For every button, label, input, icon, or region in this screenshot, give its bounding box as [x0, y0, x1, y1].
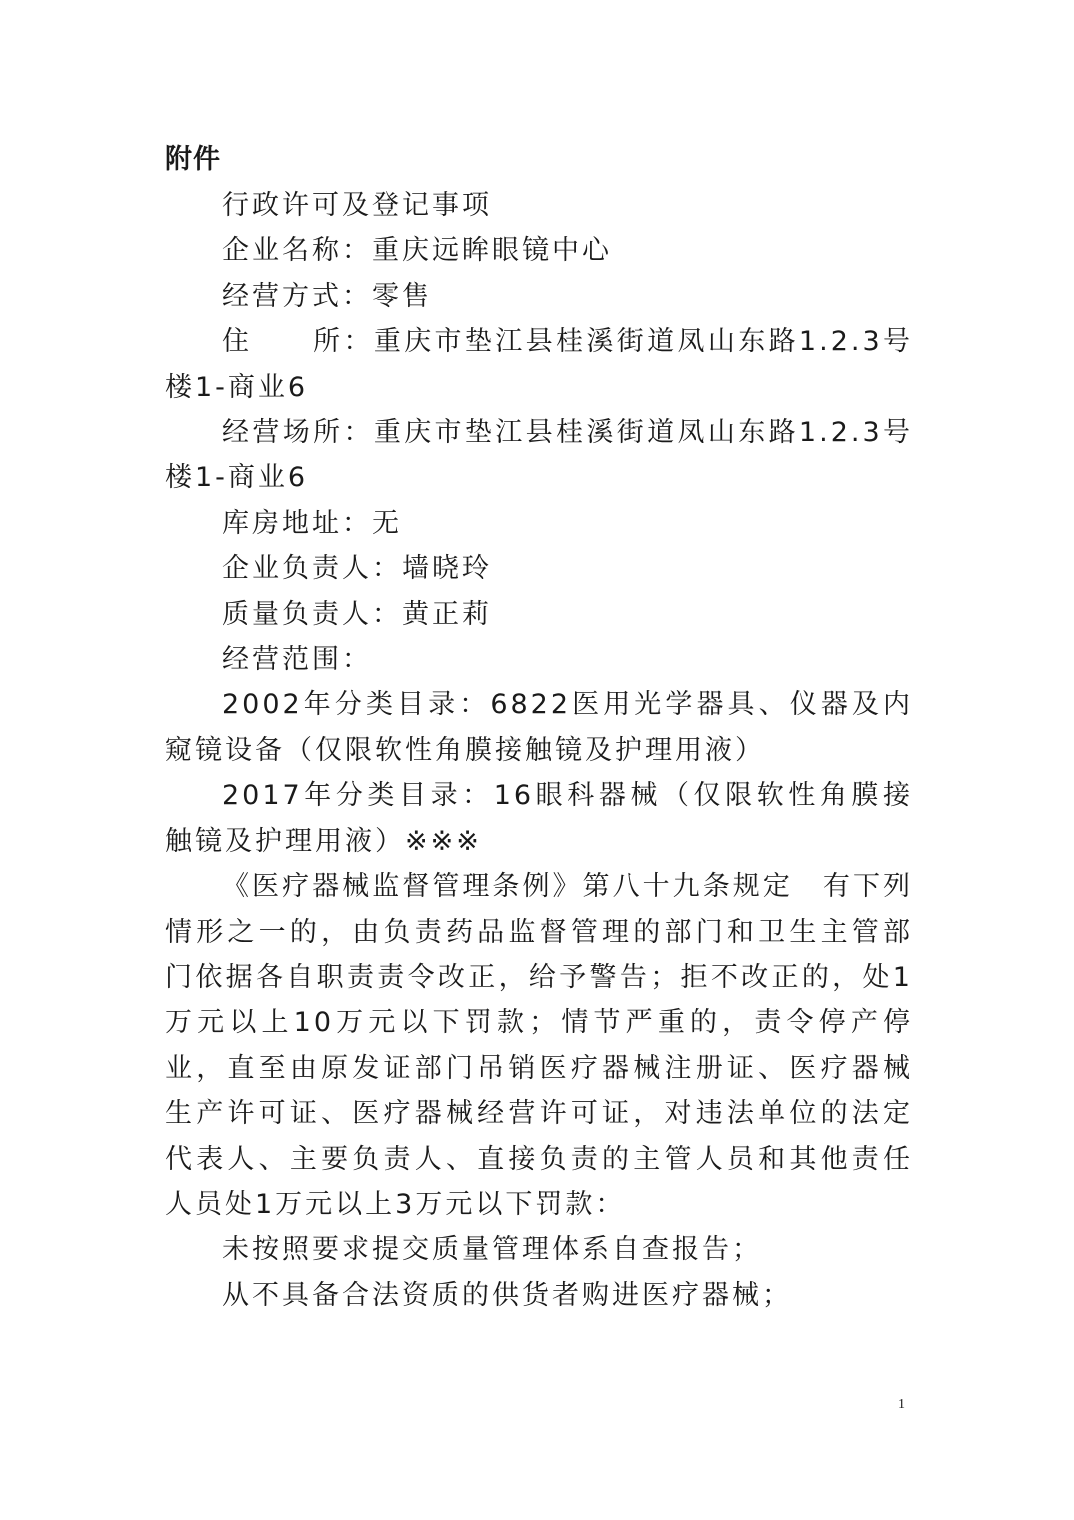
document-body [165, 183, 913, 1318]
catalog-2017-line: 2017年分类目录：16眼科器械（仅限软性角膜接触镜及护理用液）※※※ [165, 780, 913, 857]
enterprise-name-line: 企业名称：重庆远眸眼镜中心 [222, 235, 612, 267]
regulation-paragraph: 《医疗器械监督管理条例》第八十九条规定 有下列情形之一的，由负责药品监督管理的部门和卫生主管部门依据各自职责责令改正，给予警告；拒不改正的，处1万元以上10万元以下罚款；情节严重的，责令停产停业，直至由原发证部门吊销医疗器械注册证、医疗器械生产许可证、医疗器械经营许可证，对违法单位的法定代表人、主要负责人、直接负责的主管人员和其他责任人员处1万元以上3万元以下罚款： [165, 871, 913, 1220]
catalog-2002-line: 2002年分类目录：6822医用光学器具、仪器及内窥镜设备（仅限软性角膜接触镜及护理用液） [165, 689, 913, 766]
violation-item-1: 未按照要求提交质量管理体系自查报告； [222, 1234, 762, 1266]
business-mode-line: 经营方式：零售 [222, 280, 432, 312]
enterprise-principal-line: 企业负责人：墙晓玲 [222, 553, 492, 585]
business-scope-line: 经营范围： [222, 644, 372, 676]
business-premises-line: 经营场所：重庆市垫江县桂溪街道凤山东路1.2.3号楼1-商业6 [165, 417, 913, 494]
warehouse-address-line: 库房地址：无 [222, 507, 402, 539]
residence-line: 住 所：重庆市垫江县桂溪街道凤山东路1.2.3号楼1-商业6 [165, 326, 913, 403]
section-title: 行政许可及登记事项 [222, 190, 492, 221]
violation-item-2: 从不具备合法资质的供货者购进医疗器械； [222, 1279, 792, 1311]
page-number: 1 [898, 1397, 905, 1412]
attachment-heading: 附件 [165, 144, 221, 175]
quality-principal-line: 质量负责人：黄正莉 [222, 598, 492, 630]
